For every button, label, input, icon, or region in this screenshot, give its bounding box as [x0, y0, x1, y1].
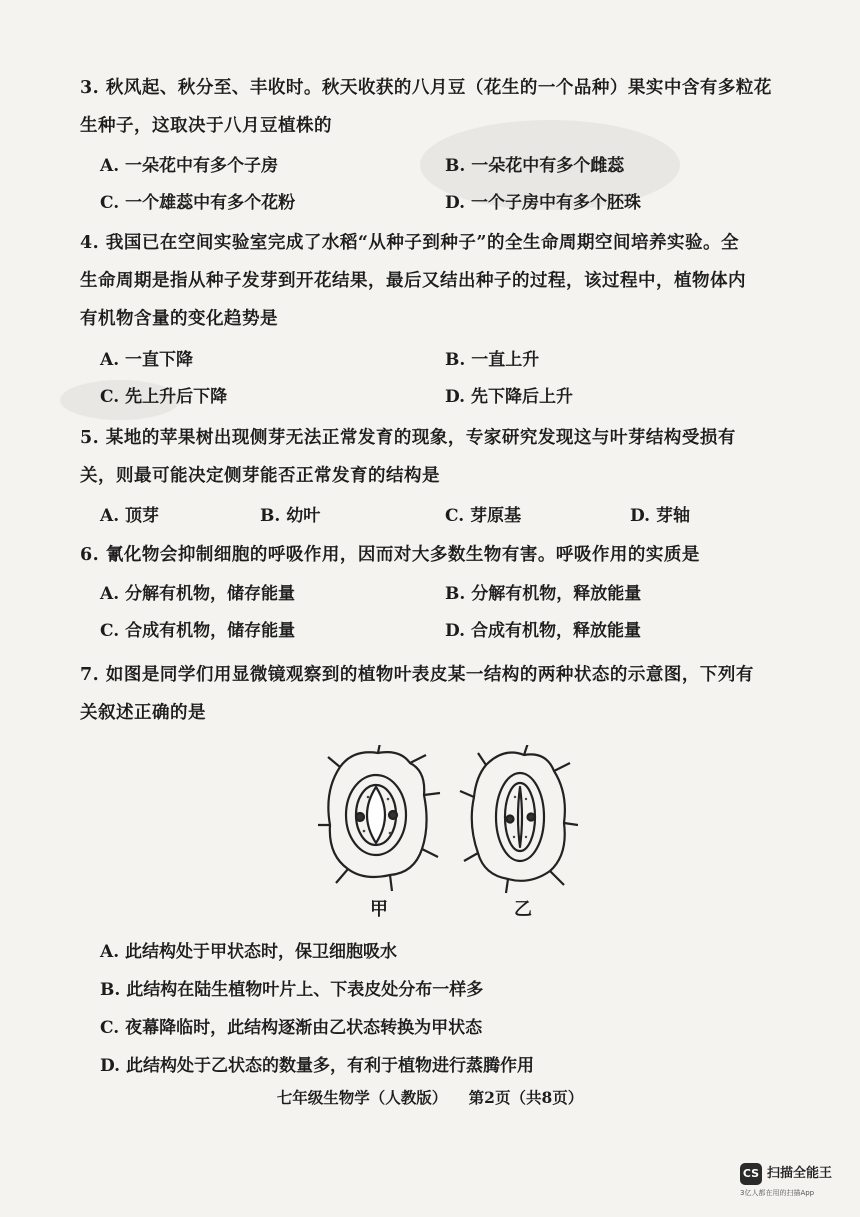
question-7-options [100, 933, 800, 1085]
option-a: A. 一直下降 [100, 350, 194, 370]
camscanner-logo-icon: CS [740, 1163, 762, 1185]
question-4-line-2: 生命周期是指从种子发芽到开花结果，最后又结出种子的过程，该过程中，植物体内 [80, 271, 746, 291]
question-7-line-1: 7. 如图是同学们用显微镜观察到的植物叶表皮某一结构的两种状态的示意图，下列有 [80, 665, 754, 685]
stomata-illustration [318, 745, 578, 895]
option-a: A. 顶芽 [100, 506, 160, 526]
question-7-line-2: 关叙述正确的是 [80, 703, 206, 723]
option-c: C. 芽原基 [445, 506, 522, 526]
stomata-figure [318, 745, 578, 925]
question-5-line-2: 关，则最可能决定侧芽能否正常发育的结构是 [80, 466, 440, 486]
question-5-options [100, 498, 800, 535]
figure-label-yi: 乙 [514, 899, 532, 920]
question-3 [80, 69, 800, 145]
option-b: B. 一直上升 [445, 350, 540, 370]
page-footer [0, 1086, 860, 1108]
question-6-line-1: 6. 氰化物会抑制细胞的呼吸作用，因而对大多数生物有害。呼吸作用的实质是 [80, 545, 700, 565]
option-c: C. 合成有机物，储存能量 [100, 621, 296, 641]
option-a: A. 此结构处于甲状态时，保卫细胞吸水 [100, 942, 398, 962]
figure-label-jia: 甲 [370, 899, 388, 920]
question-6-options [100, 576, 800, 650]
option-d: D. 芽轴 [630, 506, 690, 526]
option-c: C. 先上升后下降 [100, 387, 228, 407]
option-b: B. 此结构在陆生植物叶片上、下表皮处分布一样多 [100, 980, 484, 1000]
question-3-line-1: 3. 秋风起、秋分至、丰收时。秋天收获的八月豆（花生的一个品种）果实中含有多粒花 [80, 78, 772, 98]
option-c: C. 夜幕降临时，此结构逐渐由乙状态转换为甲状态 [100, 1018, 483, 1038]
option-c: C. 一个雄蕊中有多个花粉 [100, 193, 296, 213]
footer-page-number: 第2页（共8页） [468, 1088, 584, 1107]
option-b: B. 分解有机物，释放能量 [445, 584, 642, 604]
option-d: D. 一个子房中有多个胚珠 [445, 193, 641, 213]
option-d: D. 先下降后上升 [445, 387, 573, 407]
scanner-watermark [740, 1163, 850, 1207]
scanner-app-name: 扫描全能王 [767, 1166, 833, 1181]
option-a: A. 分解有机物，储存能量 [100, 584, 296, 604]
scanner-tagline: 3亿人都在用的扫描App [740, 1189, 815, 1197]
question-5 [80, 419, 800, 495]
option-b: B. 幼叶 [260, 506, 321, 526]
option-d: D. 合成有机物，释放能量 [445, 621, 641, 641]
question-3-options [100, 148, 800, 222]
question-5-line-1: 5. 某地的苹果树出现侧芽无法正常发育的现象，专家研究发现这与叶芽结构受损有 [80, 428, 736, 448]
option-d: D. 此结构处于乙状态的数量多，有利于植物进行蒸腾作用 [100, 1056, 534, 1076]
option-a: A. 一朵花中有多个子房 [100, 156, 279, 176]
footer-subject: 七年级生物学（人教版） [276, 1088, 448, 1107]
question-7 [80, 656, 800, 732]
question-3-line-2: 生种子，这取决于八月豆植株的 [80, 116, 332, 136]
question-4-line-1: 4. 我国已在空间实验室完成了水稻“从种子到种子”的全生命周期空间培养实验。全 [80, 233, 739, 253]
option-b: B. 一朵花中有多个雌蕊 [445, 156, 625, 176]
question-4 [80, 224, 800, 338]
question-4-line-3: 有机物含量的变化趋势是 [80, 309, 278, 329]
question-6 [80, 536, 800, 574]
question-4-options [100, 342, 800, 416]
